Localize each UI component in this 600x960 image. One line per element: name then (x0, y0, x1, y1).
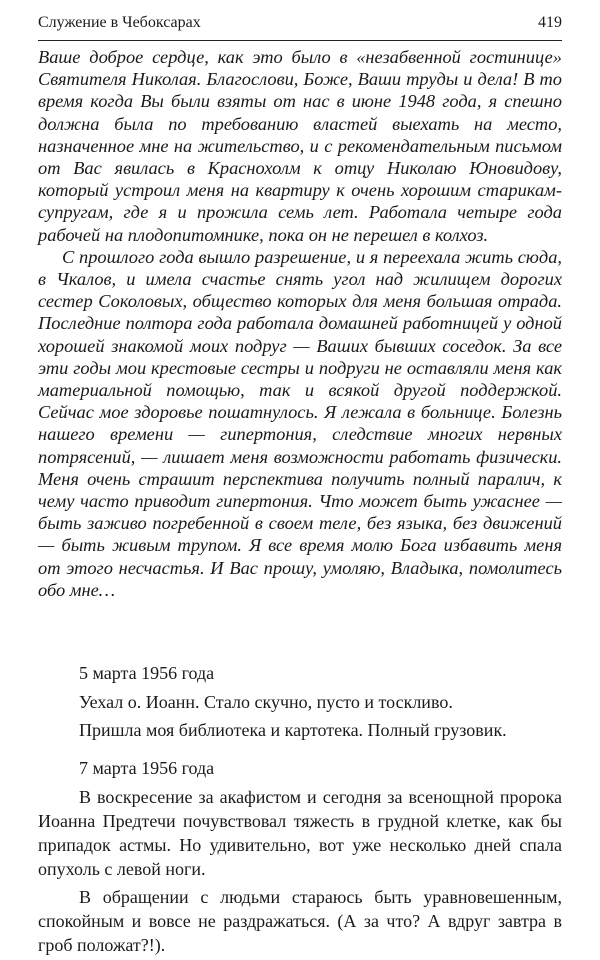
page-number: 419 (538, 14, 562, 31)
entry-paragraph: Пришла моя библиотека и картотека. Полный грузовик. (79, 720, 507, 740)
letter-paragraph-2: С прошлого года вышло разрешение, и я переехала жить сюда, в Чкалов, и имела счастье снять угол над жилищем дорогих сестер Соколовых, общество которых для меня большая отрада. Последние полтора года работала домашней работницей у одной хорошей знакомой моих подруг — Ваших бывших соседок. За все эти годы мои крестовые сестры и подруги не оставляли меня как материальной помощью, так и всякой другой поддержкой. Сейчас мое здоровье пошатнулось. Я лежала в больнице. Болезнь нашего времени — гипертония, следствие многих нервных потрясений, — лишает меня возможности работать физически. Меня очень страшит перспектива получить полный паралич, к чему часто приводит гипертония. Что может быть ужаснее — быть заживо погребенной в своем теле, без языка, без движений — быть живым трупом. Я все время молю Бога избавить меня от этого несчастья. И Вас прошу, умоляю, Владыка, помолитесь обо мне… (38, 246, 562, 600)
letter-paragraph-1: Ваше доброе сердце, как это было в «незабвенной гостинице» Святителя Николая. Благослови, Боже, Ваши труды и дела! В то время когда Вы были взяты от нас в июне 1948 года, я спешно должна была по требованию властей выехать на место, назначенное мне на жительство, и с рекомендательным письмом от Вас явилась в Краснохолм к отцу Николаю Юновидову, который устроил меня на квартиру к очень хорошим старикам-супругам, где я и прожила семь лет. Работала четыре года рабочей на плодопитомнике, пока он не перешел в колхоз. (38, 47, 562, 245)
entry-paragraph: В воскресение за акафистом и сегодня за всенощной пророка Иоанна Предтечи почувствовал тяжесть в грудной клетке, как бы припадок астмы. Но удивительно, вот уже несколько дней спала опухоль с левой ноги. (38, 787, 562, 879)
letter-quote (38, 46, 562, 601)
entry-paragraph: В обращении с людьми стараюсь быть уравновешенным, спокойным и вовсе не раздражаться. (А за что? А вдруг завтра в гроб положат?!). (38, 887, 562, 955)
entry-date: 7 марта 1956 года (79, 758, 215, 778)
diary-entry (38, 756, 562, 957)
running-head (38, 14, 562, 38)
chapter-title: Служение в Чебоксарах (38, 14, 201, 31)
diary-entries (38, 661, 562, 957)
entry-paragraph: Уехал о. Иоанн. Стало скучно, пусто и тоскливо. (79, 692, 453, 712)
diary-entry (38, 661, 562, 742)
entry-date: 5 марта 1956 года (79, 663, 215, 683)
header-rule (38, 40, 562, 41)
